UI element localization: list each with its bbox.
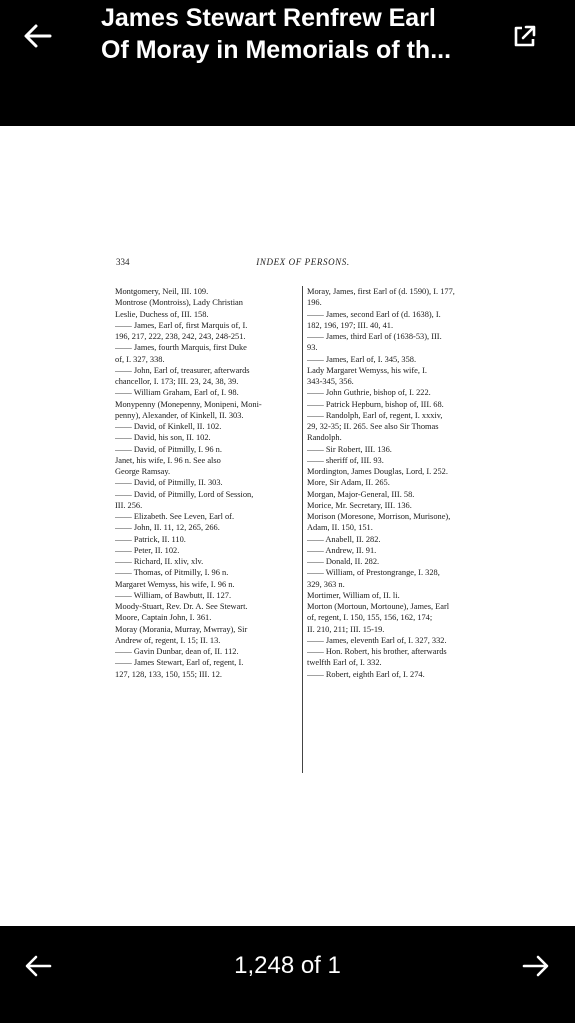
index-entry-line: —— David, of Pitmilly, II. 303.: [115, 478, 223, 488]
index-entry-line: —— David, of Kinkell, II. 102.: [115, 422, 222, 431]
index-entry-line: —— John, Earl of, treasurer, afterwards: [115, 365, 250, 375]
index-entry-line: 29, 32-35; II. 265. See also Sir Thomas: [307, 422, 439, 431]
index-entry-line: Morice, Mr. Secretary, III. 136.: [307, 500, 412, 510]
index-entry-line: —— David, of Pitmilly, Lord of Session,: [115, 489, 254, 499]
index-entry-line: Montgomery, Neil, III. 109.: [115, 287, 209, 296]
open-external-icon: [508, 20, 540, 52]
index-entry-line: of, I. 327, 338.: [115, 354, 165, 364]
arrow-right-icon: [520, 950, 552, 982]
index-entry-line: —— Sir Robert, III. 136.: [307, 444, 392, 454]
page-header: [116, 257, 490, 271]
index-entry-line: II. 210, 211; III. 15-19.: [307, 624, 385, 634]
index-entry-line: Monypenny (Monepenny, Monipeni, Moni-: [115, 399, 262, 409]
index-entry-line: —— James, Earl of, I. 345, 358.: [307, 354, 417, 364]
index-entry-line: —— Richard, II. xliv, xlv.: [115, 557, 204, 566]
index-entry-line: —— William, of Bawbutt, II. 127.: [115, 590, 232, 600]
index-entry-line: 343-345, 356.: [307, 377, 354, 386]
index-entry-line: Morison (Moresone, Morrison, Murisone),: [307, 512, 451, 521]
index-entry-line: —— James Stewart, Earl of, regent, I.: [115, 658, 244, 668]
index-entry-line: —— Thomas, of Pitmilly, I. 96 n.: [115, 568, 229, 578]
index-entry-line: —— William, of Prestongrange, I. 328,: [307, 568, 440, 578]
document-title: [101, 2, 491, 66]
index-entry-line: Moody-Stuart, Rev. Dr. A. See Stewart.: [115, 602, 248, 611]
index-entry-line: twelfth Earl of, I. 332.: [307, 658, 382, 668]
index-entry-line: 127, 128, 133, 150, 155; III. 12.: [115, 669, 223, 679]
index-entry-line: —— James, second Earl of (d. 1638), I.: [307, 309, 441, 319]
index-entry-line: Janet, his wife, I. 96 n. See also: [115, 455, 221, 465]
index-entry-line: chancellor, I. 173; III. 23, 24, 38, 39.: [115, 377, 239, 386]
index-entry-line: Morgan, Major-General, III. 58.: [307, 489, 415, 499]
index-entry-line: of, regent, I. 150, 155, 156, 162, 174;: [307, 613, 433, 623]
running-title: INDEX OF PERSONS.: [256, 257, 350, 267]
title-line-2: Of Moray in Memorials of th...: [101, 36, 452, 64]
index-entry-line: Randolph.: [307, 433, 342, 443]
index-entry-line: —— Andrew, II. 91.: [307, 545, 377, 555]
page-number: 334: [116, 257, 130, 267]
index-entry-line: Moray, James, first Earl of (d. 1590), I. 177,: [307, 287, 455, 296]
index-entry-line: —— James, eleventh Earl of, I. 327, 332.: [307, 635, 447, 645]
index-entry-line: 182, 196, 197; III. 40, 41.: [307, 320, 394, 330]
index-entry-line: George Ramsay.: [115, 467, 171, 476]
index-entry-line: Lady Margaret Wemyss, his wife, I.: [307, 365, 427, 375]
index-entry-line: —— James, fourth Marquis, first Duke: [115, 343, 247, 353]
index-entry-line: —— Patrick Hepburn, bishop of, III. 68.: [307, 399, 444, 409]
index-entry-line: —— Gavin Dunbar, dean of, II. 112.: [115, 647, 239, 656]
next-page-button[interactable]: [520, 950, 552, 982]
index-entry-line: 196.: [307, 298, 322, 308]
index-entry-line: Leslie, Duchess of, III. 158.: [115, 309, 209, 319]
index-entry-line: —— David, his son, II. 102.: [115, 433, 211, 443]
document-page: [0, 126, 575, 926]
index-entry-line: —— John Guthrie, bishop of, I. 222.: [307, 388, 431, 398]
back-button[interactable]: [20, 18, 56, 54]
index-entry-line: Moore, Captain John, I. 361.: [115, 613, 212, 623]
index-columns: [115, 286, 491, 776]
left-column: [115, 286, 301, 680]
page-counter: 1,248 of 1: [234, 952, 341, 979]
index-entry-line: Adam, II. 150, 151.: [307, 523, 373, 533]
index-entry-line: 329, 363 n.: [307, 579, 345, 589]
right-column: [307, 286, 493, 680]
index-entry-line: —— Randolph, Earl of, regent, I. xxxiv,: [307, 410, 443, 420]
index-entry-line: Moray (Morania, Murray, Mwrray), Sir: [115, 624, 248, 634]
top-app-bar: [0, 0, 575, 126]
index-entry-line: 196, 217, 222, 238, 242, 243, 248-251.: [115, 332, 246, 341]
index-entry-line: —— Anabell, II. 282.: [307, 534, 381, 544]
bottom-nav-bar: [0, 926, 575, 1023]
index-entry-line: Margaret Wemyss, his wife, I. 96 n.: [115, 579, 235, 589]
index-entry-line: —— James, third Earl of (1638-53), III.: [307, 332, 442, 341]
index-entry-line: More, Sir Adam, II. 265.: [307, 478, 390, 488]
index-entry-line: —— John, II. 11, 12, 265, 266.: [115, 523, 220, 533]
index-entry-line: Mortimer, William of, II. li.: [307, 590, 400, 600]
arrow-left-icon: [20, 18, 56, 54]
index-entry-line: —— Elizabeth. See Leven, Earl of.: [115, 512, 235, 521]
index-entry-line: Andrew of, regent, I. 15; II. 13.: [115, 635, 221, 645]
index-entry-line: —— sheriff of, III. 93.: [307, 455, 384, 465]
index-entry-line: —— Peter, II. 102.: [115, 545, 180, 555]
title-line-1: James Stewart Renfrew Earl: [101, 4, 436, 32]
index-entry-line: Montrose (Montroiss), Lady Christian: [115, 298, 243, 308]
index-entry-line: III. 256.: [115, 500, 143, 510]
index-entry-line: —— Donald, II. 282.: [307, 557, 380, 566]
index-entry-line: —— William Graham, Earl of, I. 98.: [115, 388, 239, 398]
open-external-button[interactable]: [508, 20, 540, 52]
index-entry-line: —— David, of Pitmilly, I. 96 n.: [115, 444, 222, 454]
index-entry-line: —— Hon. Robert, his brother, afterwards: [307, 647, 447, 656]
index-entry-line: —— James, Earl of, first Marquis of, I.: [115, 320, 248, 330]
index-entry-line: —— Patrick, II. 110.: [115, 534, 186, 544]
index-entry-line: penny), Alexander, of Kinkell, II. 303.: [115, 410, 244, 420]
index-entry-line: Morton (Mortoun, Mortoune), James, Earl: [307, 602, 450, 611]
column-divider: [302, 286, 303, 773]
index-entry-line: —— Robert, eighth Earl of, I. 274.: [307, 669, 425, 679]
index-entry-line: 93.: [307, 343, 318, 353]
index-entry-line: Mordington, James Douglas, Lord, I. 252.: [307, 467, 448, 476]
